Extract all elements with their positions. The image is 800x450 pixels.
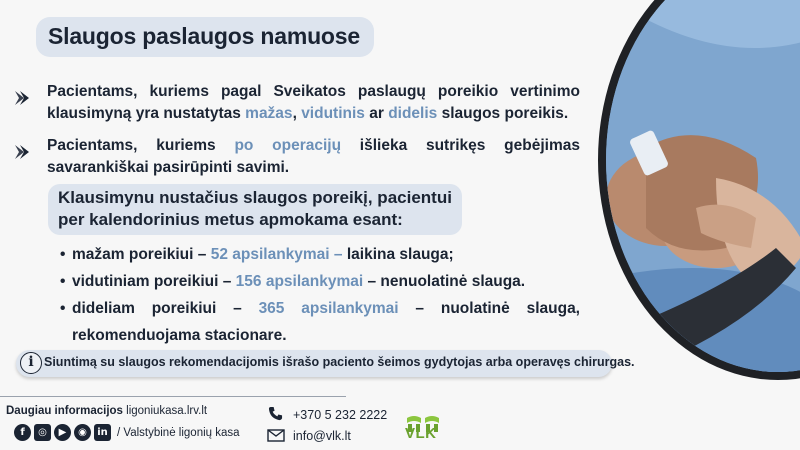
list-item-text: dideliam poreikiui – [72, 300, 259, 317]
list-item-text: vidutiniam poreikiui – [72, 273, 236, 290]
list-item [60, 241, 580, 268]
highlight-small: mažas [245, 105, 293, 122]
chevron-right-icon [12, 143, 30, 161]
list-item-text: – nenuolatinė slauga. [363, 273, 526, 290]
chevron-right-icon [12, 89, 30, 107]
list-item-visits: 365 apsilankymai [258, 300, 399, 317]
email-icon [267, 429, 285, 442]
visits-list [60, 241, 580, 349]
subheading-line-1: Klausimynu nustačius slaugos poreikį, pacientui [58, 188, 452, 207]
footer-divider [0, 396, 346, 397]
subheading-pill [48, 184, 462, 235]
highlight-large: didelis [388, 105, 438, 122]
list-item-visits: 52 apsilankymai – [210, 246, 343, 263]
referral-notice [16, 350, 635, 377]
eligibility-paragraph-2 [47, 135, 580, 179]
hands-photo [598, 0, 800, 380]
vlk-logo-text: VLK [405, 425, 437, 442]
website-link[interactable]: ligoniukasa.lrv.lt [126, 405, 208, 417]
info-icon: i [20, 352, 42, 374]
more-info-label: Daugiau informacijos [6, 405, 123, 417]
facebook-icon[interactable]: f [14, 424, 31, 441]
page-title: Slaugos paslaugos namuose [36, 17, 374, 57]
social-links [14, 424, 111, 441]
youtube-icon[interactable]: ▶ [54, 424, 71, 441]
list-item-visits: 156 apsilankymai [235, 273, 364, 290]
paragraph-text: Pacientams, kuriems [47, 137, 235, 154]
highlight-after-surgery: po operacijų [234, 137, 342, 154]
podcast-icon[interactable]: ◉ [74, 424, 91, 441]
subheading-line-2: per kalendorinius metus apmokama esant: [58, 210, 403, 229]
list-item-text: mažam poreikiui – [72, 246, 211, 263]
highlight-medium: vidutinis [301, 105, 365, 122]
eligibility-paragraph-1 [47, 81, 580, 125]
email-address[interactable]: info@vlk.lt [293, 429, 351, 443]
institution-name: / Valstybinė ligonių kasa [117, 427, 240, 439]
paragraph-text: Pacientams, kuriems pagal Sveikatos paslaugų poreikio vertinimo klausimyną yra nustatytas [47, 83, 580, 122]
phone-icon [268, 406, 283, 421]
paragraph-text: išlieka sutrikęs gebėjimas savarankiškai pasirūpinti savimi. [47, 137, 580, 176]
list-item [60, 295, 580, 349]
paragraph-text: slaugos poreikis. [437, 105, 569, 122]
paragraph-text: ar [364, 105, 389, 122]
list-item-text: – nuolatinė slauga, rekomenduojama stacionare. [72, 300, 580, 344]
phone-number[interactable]: +370 5 232 2222 [293, 408, 388, 422]
photo-illustration [606, 0, 800, 380]
more-info [6, 405, 207, 417]
list-item [60, 268, 580, 295]
paragraph-text: , [292, 105, 302, 122]
list-item-text: laikina slauga; [342, 246, 454, 263]
notice-text: Siuntimą su slaugos rekomendacijomis išrašo paciento šeimos gydytojas arba operavęs chirurgas. [44, 355, 635, 369]
linkedin-icon[interactable]: in [94, 424, 111, 441]
instagram-icon[interactable]: ◎ [34, 424, 51, 441]
